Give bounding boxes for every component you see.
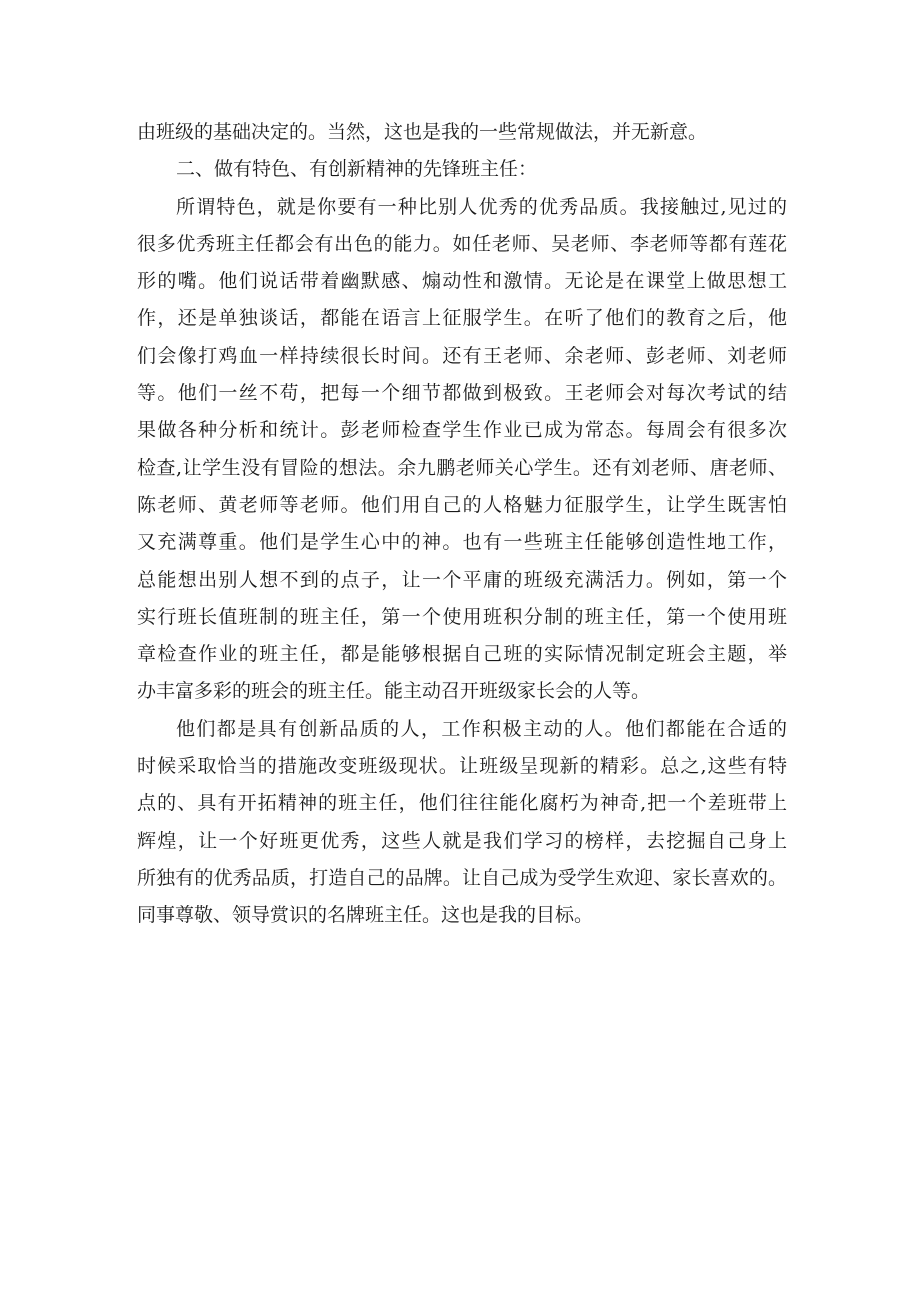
text-line-15: 章检查作业的班主任，都是能够根据自己班的实际情况制定班会主题，举 — [137, 643, 787, 666]
text-line-12: 又充满尊重。他们是学生心中的神。也有一些班主任能够创造性地工作， — [137, 531, 787, 554]
paragraph-start-line: 他们都是具有创新品质的人，工作积极主动的人。他们都能在合适的 — [176, 717, 787, 740]
section-heading: 二、做有特色、有创新精神的先锋班主任： — [176, 158, 538, 181]
text-line-16: 办丰富多彩的班会的班主任。能主动召开班级家长会的人等。 — [137, 680, 651, 703]
paragraph-start-line: 所谓特色，就是你要有一种比别人优秀的优秀品质。我接触过,见过的 — [176, 195, 787, 218]
body-text — [137, 114, 787, 935]
text-line-1: 由班级的基础决定的。当然，这也是我的一些常规做法，并无新意。 — [137, 121, 708, 143]
text-line-10: 检查,让学生没有冒险的想法。余九鹏老师关心学生。还有刘老师、唐老师、 — [137, 456, 787, 479]
text-line-5: 形的嘴。他们说话带着幽默感、煽动性和激情。无论是在课堂上做思想工 — [137, 270, 787, 293]
text-line-14: 实行班长值班制的班主任，第一个使用班积分制的班主任，第一个使用班 — [137, 605, 787, 628]
text-line-9: 果做各种分析和统计。彭老师检查学生作业已成为常态。每周会有很多次 — [137, 419, 787, 442]
text-line-8: 等。他们一丝不苟，把每一个细节都做到极致。王老师会对每次考试的结 — [137, 382, 787, 405]
text-line-6: 作，还是单独谈话，都能在语言上征服学生。在听了他们的教育之后，他 — [137, 307, 787, 330]
text-line-22: 同事尊敬、领导赏识的名牌班主任。这也是我的目标。 — [137, 904, 594, 927]
text-line-20: 辉煌，让一个好班更优秀，这些人就是我们学习的榜样，去挖掘自己身上 — [137, 829, 787, 852]
text-line-11: 陈老师、黄老师等老师。他们用自己的人格魅力征服学生，让学生既害怕 — [137, 493, 787, 516]
text-line-7: 们会像打鸡血一样持续很长时间。还有王老师、余老师、彭老师、刘老师 — [137, 344, 787, 367]
text-line-21: 所独有的优秀品质，打造自己的品牌。让自己成为受学生欢迎、家长喜欢的。 — [137, 866, 787, 889]
text-line-4: 很多优秀班主任都会有出色的能力。如任老师、吴老师、李老师等都有莲花 — [137, 232, 787, 255]
text-line-19: 点的、具有开拓精神的班主任，他们往往能化腐朽为神奇,把一个差班带上 — [137, 792, 787, 815]
text-line-13: 总能想出别人想不到的点子，让一个平庸的班级充满活力。例如，第一个 — [137, 568, 787, 591]
text-line-18: 时候采取恰当的措施改变班级现状。让班级呈现新的精彩。总之,这些有特 — [137, 755, 787, 778]
